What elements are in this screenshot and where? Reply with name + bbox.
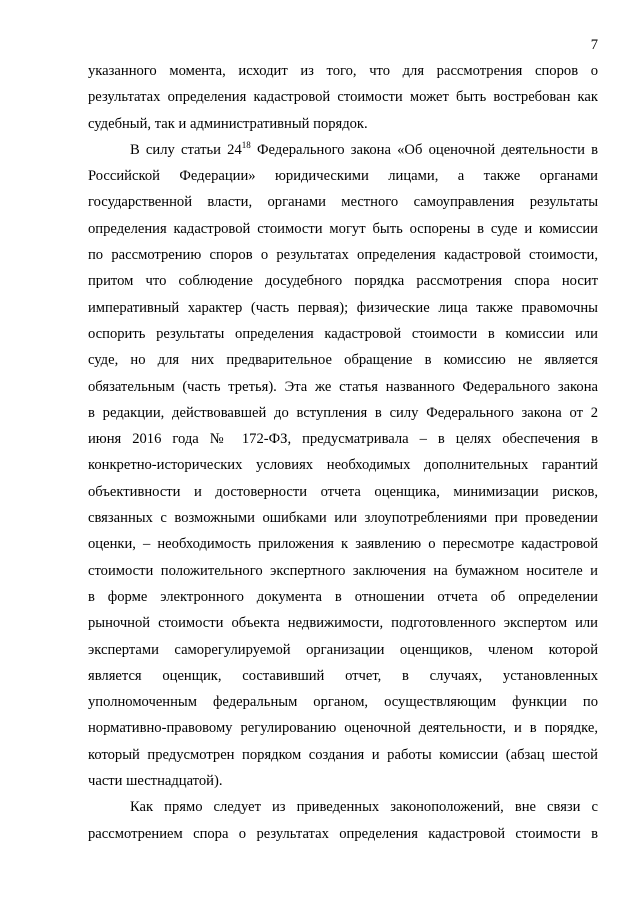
text-line: экспертами саморегулируемой организации оценщиков, членом которой xyxy=(88,641,598,658)
text-line: нормативно-правовому регулированию оценочной деятельности, и в порядке, xyxy=(88,720,598,737)
text-line: рыночной стоимости объекта недвижимости, подготовленного экспертом или xyxy=(88,615,598,632)
page-number: 7 xyxy=(590,37,598,53)
text-line: притом что соблюдение досудебного порядка рассмотрения спора носит xyxy=(88,273,598,290)
text-line: императивный характер (часть первая); физические лица также правомочны xyxy=(88,299,598,316)
superscript-article-number: 18 xyxy=(241,139,251,150)
text-line: суде, но для них предварительное обращение в комиссию не является xyxy=(88,352,598,369)
paragraph-1 xyxy=(88,58,598,137)
text-line: Российской Федерации» юридическими лицами, а также органами xyxy=(88,168,598,185)
text-line: результатах определения кадастровой стоимости может быть востребован как xyxy=(88,89,598,106)
text-line: в форме электронного документа в отношении отчета об определении xyxy=(88,588,598,605)
text-fragment: Федерального закона «Об оценочной деятельности в xyxy=(250,141,598,158)
text-fragment: В силу статьи 24 xyxy=(130,141,242,158)
paragraph-3 xyxy=(88,794,598,847)
text-line: июня 2016 года № 172-ФЗ, предусматривала – в целях обеспечения в xyxy=(88,431,598,448)
text-line-first: Как прямо следует из приведенных законоположений, вне связи с xyxy=(130,799,598,816)
text-line: объективности и достоверности отчета оценщика, минимизации рисков, xyxy=(88,483,598,500)
text-line: судебный, так и административный порядок. xyxy=(88,115,368,132)
text-line: уполномоченным федеральным органом, осуществляющим функции по xyxy=(88,694,598,711)
document-body xyxy=(88,58,598,847)
text-line: определения кадастровой стоимости могут быть оспорены в суде и комиссии xyxy=(88,220,598,237)
text-line: указанного момента, исходит из того, что для рассмотрения споров о xyxy=(88,63,598,79)
text-line: является оценщик, составивший отчет, в случаях, установленных xyxy=(88,667,598,684)
paragraph-2 xyxy=(88,137,598,794)
text-line: государственной власти, органами местного самоуправления результаты xyxy=(88,194,598,211)
text-line: в редакции, действовавшей до вступления в силу Федерального закона от 2 xyxy=(88,404,598,421)
text-line: по рассмотрению споров о результатах определения кадастровой стоимости, xyxy=(88,247,598,264)
text-line: оценки, – необходимость приложения к заявлению о пересмотре кадастровой xyxy=(88,536,598,553)
text-line: конкретно-исторических условиях необходимых дополнительных гарантий xyxy=(88,457,598,474)
text-line: части шестнадцатой). xyxy=(88,773,223,790)
text-line: связанных с возможными ошибками или злоупотреблениями при проведении xyxy=(88,510,598,527)
text-line: рассмотрением спора о результатах определения кадастровой стоимости в xyxy=(88,825,598,842)
text-line: оспорить результаты определения кадастровой стоимости в комиссии или xyxy=(88,325,598,342)
text-line: обязательным (часть третья). Эта же статья названного Федерального закона xyxy=(88,378,598,395)
text-line: который предусмотрен порядком создания и работы комиссии (абзац шестой xyxy=(88,746,598,763)
text-line: стоимости положительного экспертного заключения на бумажном носителе и xyxy=(88,562,598,579)
text-line-first xyxy=(88,137,598,163)
